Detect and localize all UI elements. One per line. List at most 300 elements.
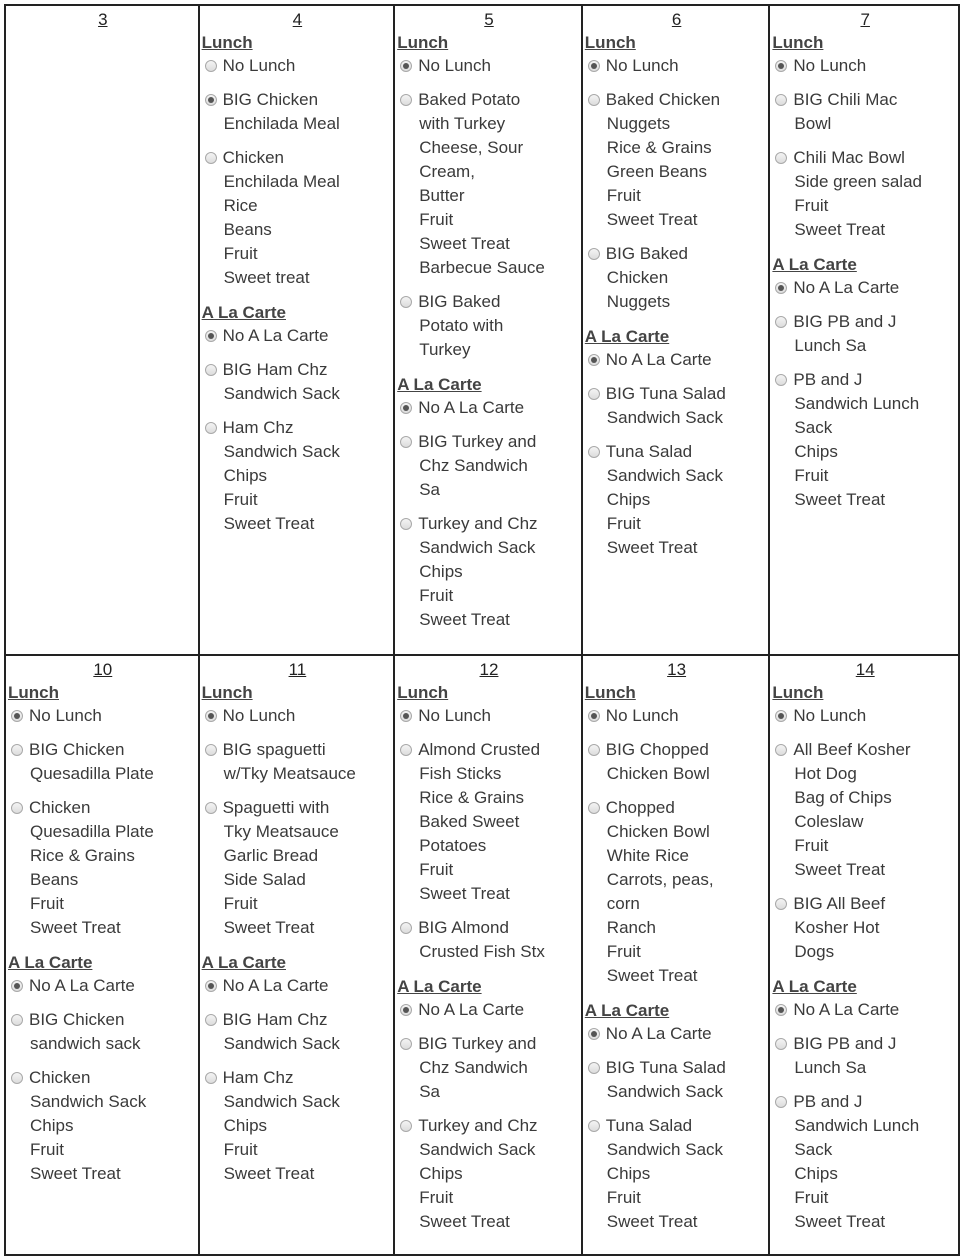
day-cell [583, 6, 771, 656]
day-cell [200, 6, 396, 656]
menu-option-line: Chips [419, 562, 463, 581]
menu-option-line: Rice [223, 196, 258, 215]
radio-unselected-icon[interactable] [775, 152, 787, 164]
menu-option-line: Fruit [30, 894, 64, 913]
radio-unselected-icon[interactable] [775, 316, 787, 328]
menu-option-label [418, 998, 524, 1022]
menu-option-line: BIG Baked [418, 292, 501, 311]
menu-option-line: BIG Chicken [29, 740, 125, 759]
radio-unselected-icon[interactable] [11, 744, 23, 756]
menu-option[interactable] [202, 1066, 394, 1186]
menu-option-line: Baked Chicken [605, 90, 721, 109]
menu-option[interactable] [8, 974, 198, 998]
lunch-section-heading: Lunch [397, 33, 449, 52]
radio-unselected-icon[interactable] [775, 94, 787, 106]
day-number-link[interactable]: 3 [98, 10, 108, 29]
menu-option-line: Sweet Treat [419, 234, 510, 253]
menu-option-line: Sweet Treat [419, 610, 510, 629]
menu-option[interactable] [585, 738, 769, 786]
menu-option-label [606, 242, 688, 314]
menu-option-label [29, 1008, 141, 1056]
menu-option-line: Sweet Treat [223, 514, 315, 533]
radio-unselected-icon[interactable] [400, 518, 412, 530]
menu-option-line: Sa [419, 1082, 440, 1101]
menu-option-line: No Lunch [793, 56, 867, 75]
a-la-carte-section-heading: A La Carte [397, 977, 482, 996]
menu-option-label [418, 88, 545, 280]
menu-option-line: No A La Carte [29, 976, 135, 995]
menu-option[interactable] [397, 916, 581, 964]
menu-option-line: Fruit [606, 1188, 641, 1207]
radio-unselected-icon[interactable] [400, 1120, 412, 1132]
menu-option-label [418, 704, 491, 728]
menu-option[interactable] [202, 88, 394, 136]
menu-option-label [418, 512, 537, 632]
menu-option-line: Sandwich Sack [30, 1092, 147, 1111]
menu-option-label [793, 1032, 896, 1080]
menu-option-line: Fish Sticks [419, 764, 502, 783]
menu-option-line: Sandwich Sack [223, 1034, 340, 1053]
menu-option-label [418, 1114, 537, 1234]
menu-option[interactable] [585, 704, 769, 728]
day-cell [583, 656, 771, 1254]
menu-option[interactable] [585, 440, 769, 560]
menu-option-line: Tky Meatsauce [223, 822, 339, 841]
radio-unselected-icon[interactable] [205, 802, 217, 814]
menu-option-line: Fruit [794, 836, 829, 855]
radio-selected-icon[interactable] [775, 710, 787, 722]
menu-option-line: Chips [606, 490, 651, 509]
lunch-section-heading: Lunch [8, 683, 59, 702]
radio-selected-icon[interactable] [400, 710, 412, 722]
menu-option-line: Sandwich Sack [223, 1092, 340, 1111]
menu-option-label [418, 290, 503, 362]
radio-unselected-icon[interactable] [205, 1072, 217, 1084]
menu-option-line: Potato with [419, 316, 504, 335]
menu-option[interactable] [397, 290, 581, 362]
menu-option-line: Fruit [223, 1140, 258, 1159]
menu-option-label [606, 382, 726, 430]
menu-option-line: Potatoes [419, 836, 487, 855]
menu-option-line: Sandwich Sack [419, 1140, 536, 1159]
menu-option-label [606, 704, 679, 728]
menu-option-label [606, 1022, 712, 1046]
menu-option-line: Spaguetti with [222, 798, 330, 817]
menu-option-line: Chicken [222, 148, 285, 167]
radio-selected-icon[interactable] [205, 710, 217, 722]
menu-option-line: Sweet Treat [30, 1164, 121, 1183]
menu-option[interactable] [397, 738, 581, 906]
menu-option[interactable] [585, 348, 769, 372]
menu-option[interactable] [202, 324, 394, 348]
menu-option-line: Sweet Treat [223, 918, 315, 937]
radio-selected-icon[interactable] [588, 710, 600, 722]
menu-option-line: BIG Baked [605, 244, 689, 263]
menu-option-label [606, 738, 710, 786]
menu-option-line: Sweet Treat [794, 220, 886, 239]
menu-option[interactable] [772, 704, 958, 728]
radio-unselected-icon[interactable] [205, 60, 217, 72]
radio-selected-icon[interactable] [400, 402, 412, 414]
menu-option[interactable] [202, 1008, 394, 1056]
menu-option[interactable] [585, 54, 769, 78]
menu-option-line: Green Beans [606, 162, 707, 181]
menu-option-line: Fruit [419, 210, 454, 229]
menu-option-line: Side green salad [794, 172, 922, 191]
menu-option[interactable] [202, 974, 394, 998]
menu-option[interactable] [397, 704, 581, 728]
menu-option-line: sandwich sack [30, 1034, 141, 1053]
menu-option-line: BIG Chopped [605, 740, 709, 759]
radio-unselected-icon[interactable] [400, 922, 412, 934]
menu-option[interactable] [585, 1114, 769, 1234]
menu-option[interactable] [397, 88, 581, 280]
radio-unselected-icon[interactable] [205, 364, 217, 376]
menu-option-line: Chips [794, 1164, 838, 1183]
menu-option-line: Sandwich Sack [606, 466, 724, 485]
a-la-carte-section-heading: A La Carte [772, 255, 857, 274]
menu-option[interactable] [397, 1032, 581, 1104]
menu-option-line: Hot Dog [794, 764, 857, 783]
menu-option[interactable] [8, 738, 198, 786]
menu-option-line: Sa [419, 480, 440, 499]
radio-unselected-icon[interactable] [775, 1038, 787, 1050]
menu-option[interactable] [202, 54, 394, 78]
menu-option[interactable] [397, 54, 581, 78]
radio-unselected-icon[interactable] [588, 1062, 600, 1074]
menu-option-label [223, 738, 356, 786]
day-number-link[interactable]: 12 [479, 660, 499, 679]
radio-unselected-icon[interactable] [775, 374, 787, 386]
menu-option-line: Fruit [30, 1140, 64, 1159]
menu-option-line: Bag of Chips [794, 788, 892, 807]
menu-option-line: Sack [794, 418, 833, 437]
radio-unselected-icon[interactable] [775, 1096, 787, 1108]
menu-option-label [793, 892, 885, 964]
menu-option[interactable] [772, 998, 958, 1022]
menu-option[interactable] [772, 146, 958, 242]
menu-option[interactable] [772, 1032, 958, 1080]
menu-option[interactable] [397, 430, 581, 502]
menu-option[interactable] [202, 358, 394, 406]
menu-option[interactable] [202, 796, 394, 940]
radio-selected-icon[interactable] [400, 1004, 412, 1016]
menu-option[interactable] [202, 416, 394, 536]
menu-option[interactable] [8, 796, 198, 940]
menu-option-label [418, 1032, 536, 1104]
a-la-carte-section-heading: A La Carte [8, 953, 93, 972]
menu-option[interactable] [585, 1022, 769, 1046]
radio-unselected-icon[interactable] [775, 744, 787, 756]
menu-option-line: No Lunch [605, 706, 679, 725]
radio-selected-icon[interactable] [11, 980, 23, 992]
menu-option[interactable] [202, 738, 394, 786]
menu-option-label [606, 54, 679, 78]
menu-option-line: Chicken Bowl [606, 764, 710, 783]
menu-option-label [606, 88, 720, 232]
menu-option-line: BIG PB and J [793, 312, 897, 331]
radio-unselected-icon[interactable] [400, 1038, 412, 1050]
menu-option-line: Sweet treat [223, 268, 310, 287]
radio-selected-icon[interactable] [775, 1004, 787, 1016]
menu-option-line: w/Tky Meatsauce [223, 764, 356, 783]
menu-option-label [223, 358, 340, 406]
radio-unselected-icon[interactable] [775, 898, 787, 910]
menu-option-line: Sweet Treat [606, 1212, 698, 1231]
menu-option-line: Chopped [605, 798, 675, 817]
day-cell [6, 656, 200, 1254]
radio-selected-icon[interactable] [775, 282, 787, 294]
menu-option[interactable] [8, 1008, 198, 1056]
menu-option-line: BIG Ham Chz [222, 1010, 328, 1029]
menu-option[interactable] [772, 368, 958, 512]
menu-option-line: BIG Tuna Salad [605, 1058, 726, 1077]
menu-option-line: Beans [223, 220, 272, 239]
menu-option-line: Rice & Grains [30, 846, 135, 865]
menu-option-line: Chz Sandwich [419, 1058, 528, 1077]
day-number-link[interactable]: 5 [484, 10, 494, 29]
menu-option-line: Fruit [223, 244, 258, 263]
a-la-carte-section-heading: A La Carte [397, 375, 482, 394]
day-number-link[interactable]: 7 [860, 10, 870, 29]
menu-option-line: Cheese, Sour [419, 138, 524, 157]
menu-option-label [418, 738, 540, 906]
menu-option-label [793, 704, 866, 728]
menu-option-label [793, 738, 910, 882]
radio-unselected-icon[interactable] [11, 1014, 23, 1026]
menu-option[interactable] [585, 1056, 769, 1104]
day-number-link[interactable]: 6 [671, 10, 682, 29]
menu-option-line: Tuna Salad [605, 442, 693, 461]
menu-option-label [793, 276, 899, 300]
menu-option[interactable] [585, 88, 769, 232]
menu-option-line: No Lunch [418, 706, 491, 725]
menu-option-line: Garlic Bread [223, 846, 319, 865]
menu-option-line: Tuna Salad [605, 1116, 693, 1135]
a-la-carte-section-heading: A La Carte [772, 977, 857, 996]
menu-option-line: Cream, [419, 162, 475, 181]
menu-option-line: Fruit [794, 196, 829, 215]
menu-option-line: Rice & Grains [606, 138, 712, 157]
menu-option-line: Sandwich Sack [223, 442, 340, 461]
menu-option-line: BIG Turkey and [418, 1034, 537, 1053]
radio-unselected-icon[interactable] [588, 802, 600, 814]
menu-option[interactable] [772, 54, 958, 78]
lunch-section-heading: Lunch [772, 33, 824, 52]
menu-option-line: Sweet Treat [30, 918, 121, 937]
day-number-link[interactable]: 14 [855, 660, 875, 679]
menu-option[interactable] [585, 242, 769, 314]
radio-selected-icon[interactable] [205, 330, 217, 342]
menu-option[interactable] [397, 998, 581, 1022]
menu-option-line: No A La Carte [222, 976, 329, 995]
menu-option[interactable] [585, 382, 769, 430]
menu-option-label [223, 1008, 340, 1056]
menu-option-label [29, 1066, 146, 1186]
menu-option[interactable] [772, 88, 958, 136]
menu-option-line: BIG PB and J [793, 1034, 897, 1053]
menu-option-line: Chicken [29, 1068, 91, 1087]
menu-option[interactable] [772, 738, 958, 882]
menu-option-label [223, 54, 296, 78]
radio-unselected-icon[interactable] [11, 802, 23, 814]
menu-option-line: Chili Mac Bowl [793, 148, 905, 167]
menu-option-line: Ranch [606, 918, 656, 937]
menu-option[interactable] [397, 1114, 581, 1234]
day-cell [770, 6, 960, 656]
menu-option-line: Nuggets [606, 114, 671, 133]
menu-option-line: Rice & Grains [419, 788, 525, 807]
day-cell [395, 656, 583, 1254]
menu-option-label [606, 440, 723, 560]
radio-unselected-icon[interactable] [400, 94, 412, 106]
menu-option-line: Baked Sweet [419, 812, 520, 831]
menu-option[interactable] [8, 1066, 198, 1186]
radio-unselected-icon[interactable] [11, 1072, 23, 1084]
lunch-section-heading: Lunch [584, 683, 636, 702]
menu-option-line: BIG Turkey and [418, 432, 537, 451]
radio-unselected-icon[interactable] [588, 744, 600, 756]
menu-option-line: No Lunch [222, 56, 296, 75]
menu-option-line: PB and J [793, 370, 863, 389]
radio-selected-icon[interactable] [775, 60, 787, 72]
radio-unselected-icon[interactable] [205, 152, 217, 164]
lunch-section-heading: Lunch [772, 683, 824, 702]
menu-option[interactable] [202, 146, 394, 290]
menu-option-label [793, 88, 897, 136]
menu-option-line: Nuggets [606, 292, 671, 311]
radio-selected-icon[interactable] [588, 60, 600, 72]
menu-option-line: Fruit [606, 514, 641, 533]
radio-selected-icon[interactable] [205, 980, 217, 992]
menu-option-line: No Lunch [418, 56, 491, 75]
menu-option[interactable] [772, 1090, 958, 1234]
menu-option-line: Almond Crusted [418, 740, 541, 759]
radio-unselected-icon[interactable] [400, 744, 412, 756]
menu-option-line: Ham Chz [222, 418, 294, 437]
radio-unselected-icon[interactable] [588, 1120, 600, 1132]
menu-option-label [223, 796, 339, 940]
menu-option-label [793, 54, 866, 78]
radio-unselected-icon[interactable] [588, 248, 600, 260]
menu-option[interactable] [397, 512, 581, 632]
menu-option-label [793, 1090, 919, 1234]
lunch-section-heading: Lunch [397, 683, 449, 702]
radio-unselected-icon[interactable] [588, 94, 600, 106]
day-number-link[interactable]: 4 [292, 10, 303, 29]
radio-selected-icon[interactable] [588, 1028, 600, 1040]
menu-option-line: Fruit [606, 186, 641, 205]
radio-unselected-icon[interactable] [205, 422, 217, 434]
day-number-link[interactable]: 11 [288, 660, 307, 679]
menu-option-line: Sweet Treat [606, 538, 698, 557]
menu-option-line: Lunch Sa [794, 1058, 867, 1077]
day-cell [6, 6, 200, 656]
menu-option-line: Chips [419, 1164, 463, 1183]
menu-option-label [793, 368, 919, 512]
menu-option[interactable] [772, 892, 958, 964]
menu-option-line: BIG Chicken [222, 90, 319, 109]
radio-unselected-icon[interactable] [205, 1014, 217, 1026]
menu-option-line: Sandwich Lunch [794, 1116, 920, 1135]
week-row [4, 654, 960, 1256]
radio-unselected-icon[interactable] [400, 296, 412, 308]
radio-selected-icon[interactable] [11, 710, 23, 722]
day-number-link[interactable]: 10 [93, 660, 113, 679]
menu-option-line: Sweet Treat [419, 884, 510, 903]
menu-option-line: No A La Carte [222, 326, 329, 345]
menu-option-line: Crusted Fish Stx [419, 942, 545, 961]
menu-option-line: Chips [30, 1116, 74, 1135]
menu-option-line: Side Salad [223, 870, 306, 889]
menu-option-line: BIG Almond [418, 918, 509, 937]
menu-option-line: Sandwich Lunch [794, 394, 920, 413]
day-number-link[interactable]: 13 [667, 660, 687, 679]
lunch-section-heading: Lunch [201, 33, 253, 52]
menu-option[interactable] [8, 704, 198, 728]
menu-option-line: Lunch Sa [794, 336, 867, 355]
menu-option-line: Turkey and Chz [418, 514, 538, 533]
menu-option-label [418, 54, 491, 78]
menu-option[interactable] [202, 704, 394, 728]
menu-option-label [29, 974, 135, 998]
radio-unselected-icon[interactable] [588, 446, 600, 458]
menu-option-line: Fruit [223, 490, 258, 509]
menu-option-label [606, 1114, 723, 1234]
menu-option[interactable] [772, 276, 958, 300]
menu-option-line: All Beef Kosher [793, 740, 911, 759]
menu-option-line: No Lunch [222, 706, 296, 725]
radio-unselected-icon[interactable] [205, 744, 217, 756]
menu-option[interactable] [585, 796, 769, 988]
radio-selected-icon[interactable] [588, 354, 600, 366]
lunch-section-heading: Lunch [201, 683, 253, 702]
a-la-carte-section-heading: A La Carte [584, 327, 670, 346]
menu-option-line: Sweet Treat [606, 210, 698, 229]
menu-option-line: No A La Carte [793, 1000, 900, 1019]
menu-option-line: Beans [30, 870, 79, 889]
menu-option-label [223, 324, 329, 348]
menu-option-line: Kosher Hot [794, 918, 880, 937]
menu-option[interactable] [397, 396, 581, 420]
menu-option[interactable] [772, 310, 958, 358]
menu-option-line: Turkey and Chz [418, 1116, 538, 1135]
menu-option-label [29, 704, 102, 728]
menu-option-line: Sandwich Sack [606, 408, 724, 427]
radio-unselected-icon[interactable] [588, 388, 600, 400]
radio-selected-icon[interactable] [205, 94, 217, 106]
menu-option-line: Sweet Treat [606, 966, 698, 985]
menu-option-line: No A La Carte [418, 398, 525, 417]
menu-option-line: Turkey [419, 340, 471, 359]
radio-selected-icon[interactable] [400, 60, 412, 72]
menu-option-line: Sweet Treat [794, 490, 886, 509]
menu-option-line: Sweet Treat [419, 1212, 510, 1231]
menu-option-label [418, 430, 536, 502]
menu-option-line: No A La Carte [605, 350, 712, 369]
menu-option-line: Chz Sandwich [419, 456, 528, 475]
menu-option-line: BIG Ham Chz [222, 360, 328, 379]
menu-option-line: Coleslaw [794, 812, 864, 831]
menu-option-line: Sandwich Sack [606, 1140, 724, 1159]
menu-option-line: Baked Potato [418, 90, 521, 109]
menu-option-line: No A La Carte [418, 1000, 525, 1019]
menu-option-line: Sandwich Sack [606, 1082, 724, 1101]
menu-option-label [793, 146, 922, 242]
radio-unselected-icon[interactable] [400, 436, 412, 448]
menu-option-label [223, 88, 340, 136]
menu-option-label [223, 704, 296, 728]
